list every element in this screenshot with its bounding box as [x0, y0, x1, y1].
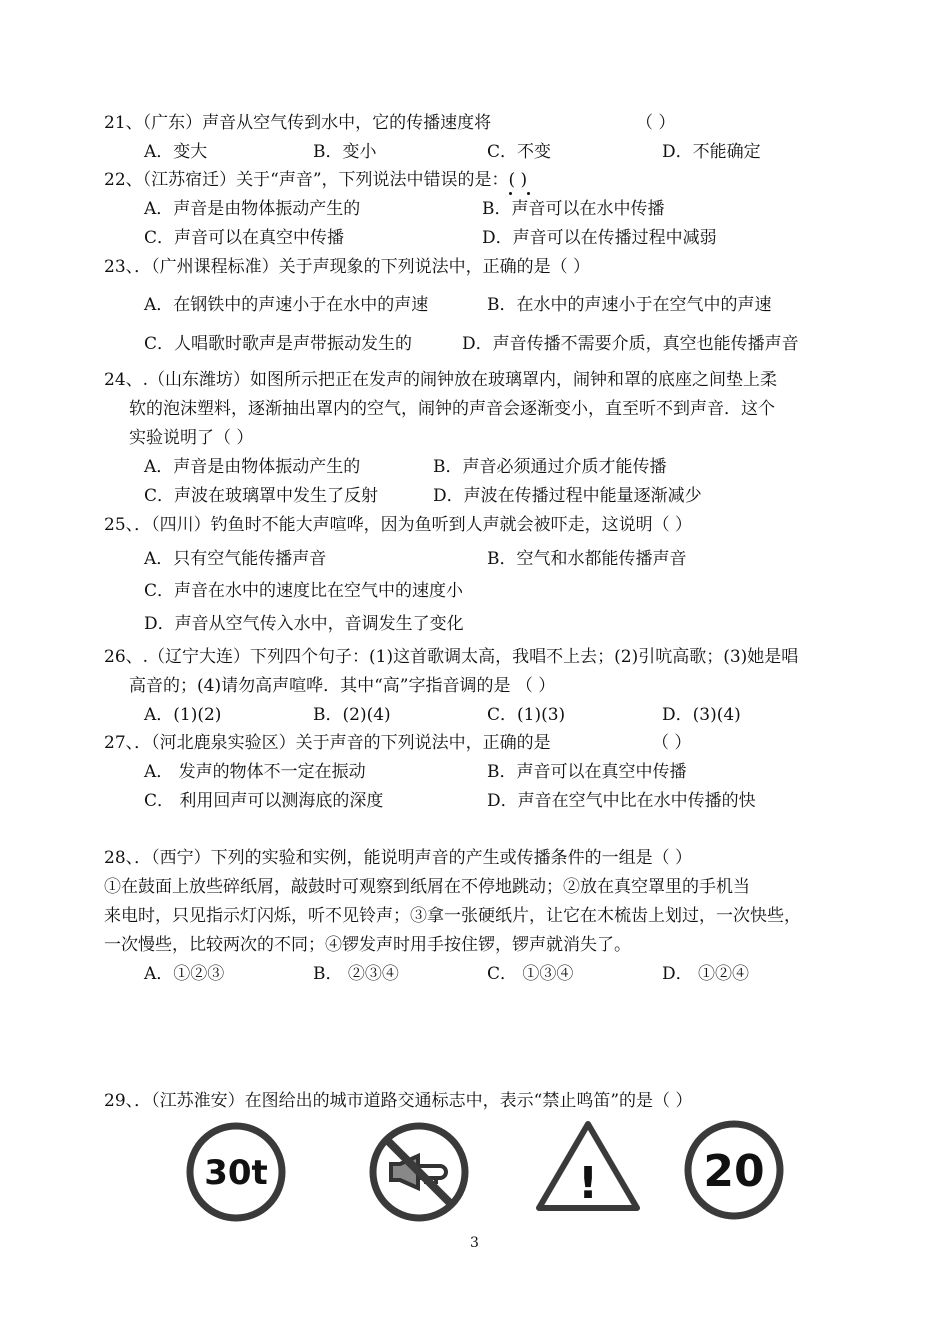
- q27-answer-paren: （ ）: [652, 733, 692, 753]
- q26-stem-line-1: 26、.（辽宁大连）下列四个句子：(1)这首歌调太高，我唱不上去；(2)引吭高歌；(3)她是唱: [104, 647, 799, 667]
- q22-option-c: C．声音可以在真空中传播: [144, 228, 345, 248]
- q26-option-d: D．(3)(4): [662, 705, 741, 725]
- no-horn-sign-icon: [366, 1122, 472, 1222]
- q28-stem-line-2: ①在鼓面上放些碎纸屑，敲鼓时可观察到纸屑在不停地跳动；②放在真空罩里的手机当: [104, 877, 750, 897]
- speed-limit-text: 20: [703, 1146, 765, 1197]
- q23-stem: 23、．（广州课程标准）关于声现象的下列说法中，正确的是（ ）: [104, 257, 591, 277]
- q26-option-b: B．(2)(4): [313, 705, 391, 725]
- q27-option-a: A． 发声的物体不一定在振动: [144, 762, 366, 782]
- q24-option-b: B．声音必须通过介质才能传播: [433, 457, 667, 477]
- q21-option-d: D．不能确定: [662, 142, 761, 162]
- q27-option-d: D．声音在空气中比在水中传播的快: [487, 791, 756, 811]
- q26-stem-line-2: 高音的；(4)请勿高声喧哗．其中“高”字指音调的是 （ ）: [129, 676, 556, 696]
- q26-option-a: A．(1)(2): [144, 705, 222, 725]
- speed-limit-sign-icon: [684, 1120, 784, 1220]
- q25-option-d: D．声音从空气传入水中，音调发生了变化: [144, 614, 464, 634]
- page-number: 3: [470, 1235, 479, 1251]
- q25-option-c: C．声音在水中的速度比在空气中的速度小: [144, 581, 464, 601]
- q23-option-a: A．在钢铁中的声速小于在水中的声速: [144, 295, 429, 315]
- q23-option-d: D．声音传播不需要介质，真空也能传播声音: [462, 334, 799, 354]
- q28-stem-line-1: 28、．（西宁）下列的实验和实例，能说明声音的产生或传播条件的一组是（ ）: [104, 848, 693, 868]
- q24-option-a: A．声音是由物体振动产生的: [144, 457, 361, 477]
- weight-limit-sign-icon: [186, 1122, 286, 1222]
- q24-option-d: D．声波在传播过程中能量逐渐减少: [433, 486, 702, 506]
- q25-option-b: B．空气和水都能传播声音: [487, 549, 687, 569]
- q25-option-a: A．只有空气能传播声音: [144, 549, 327, 569]
- q22-option-b: B．声音可以在水中传播: [482, 199, 665, 219]
- emphasis-dot: [509, 192, 512, 195]
- q29-stem: 29、．（江苏淮安）在图给出的城市道路交通标志中，表示“禁止鸣笛”的是（ ）: [104, 1091, 693, 1111]
- q27-stem: 27、．（河北鹿泉实验区）关于声音的下列说法中，正确的是: [104, 733, 551, 753]
- q25-stem: 25、．（四川）钓鱼时不能大声喧哗，因为鱼听到人声就会被吓走，这说明（ ）: [104, 515, 693, 535]
- q26-option-c: C．(1)(3): [487, 705, 566, 725]
- q28-option-c: C． ①③④: [487, 964, 574, 984]
- warning-sign-icon: [535, 1120, 641, 1212]
- q28-option-b: B． ②③④: [313, 964, 399, 984]
- q27-option-b: B．声音可以在真空中传播: [487, 762, 687, 782]
- q24-stem-line-3: 实验说明了（ ）: [129, 428, 254, 448]
- q21-option-c: C．不变: [487, 142, 552, 162]
- q22-stem: 22、（江苏宿迁）关于“声音”，下列说法中错误的是：( ): [104, 170, 528, 190]
- q21-answer-paren: （ ）: [636, 113, 676, 133]
- q28-option-a: A．①②③: [144, 964, 225, 984]
- q28-stem-line-3: 来电时，只见指示灯闪烁，听不见铃声；③拿一张硬纸片，让它在木梳齿上划过，一次快些，: [104, 906, 801, 926]
- weight-limit-text: 30t: [204, 1153, 268, 1193]
- q28-option-d: D． ①②④: [662, 964, 750, 984]
- q28-stem-line-4: 一次慢些，比较两次的不同；④锣发声时用手按住锣，锣声就消失了。: [104, 935, 631, 955]
- q24-option-c: C．声波在玻璃罩中发生了反射: [144, 486, 379, 506]
- q24-stem-line-1: 24、.（山东潍坊）如图所示把正在发声的闹钟放在玻璃罩内，闹钟和罩的底座之间垫上柔: [104, 370, 778, 390]
- q22-option-d: D．声音可以在传播过程中减弱: [482, 228, 717, 248]
- warning-exclamation: !: [577, 1158, 599, 1209]
- q21-stem: 21、（广东）声音从空气传到水中，它的传播速度将: [104, 113, 492, 133]
- q24-stem-line-2: 软的泡沫塑料，逐渐抽出罩内的空气，闹钟的声音会逐渐变小，直至听不到声音．这个: [129, 399, 775, 419]
- q27-option-c: C． 利用回声可以测海底的深度: [144, 791, 384, 811]
- q21-option-a: A．变大: [144, 142, 208, 162]
- q21-option-b: B．变小: [313, 142, 377, 162]
- emphasis-dot: [527, 192, 530, 195]
- q23-option-c: C．人唱歌时歌声是声带振动发生的: [144, 334, 413, 354]
- q23-option-b: B．在水中的声速小于在空气中的声速: [487, 295, 772, 315]
- q22-option-a: A．声音是由物体振动产生的: [144, 199, 361, 219]
